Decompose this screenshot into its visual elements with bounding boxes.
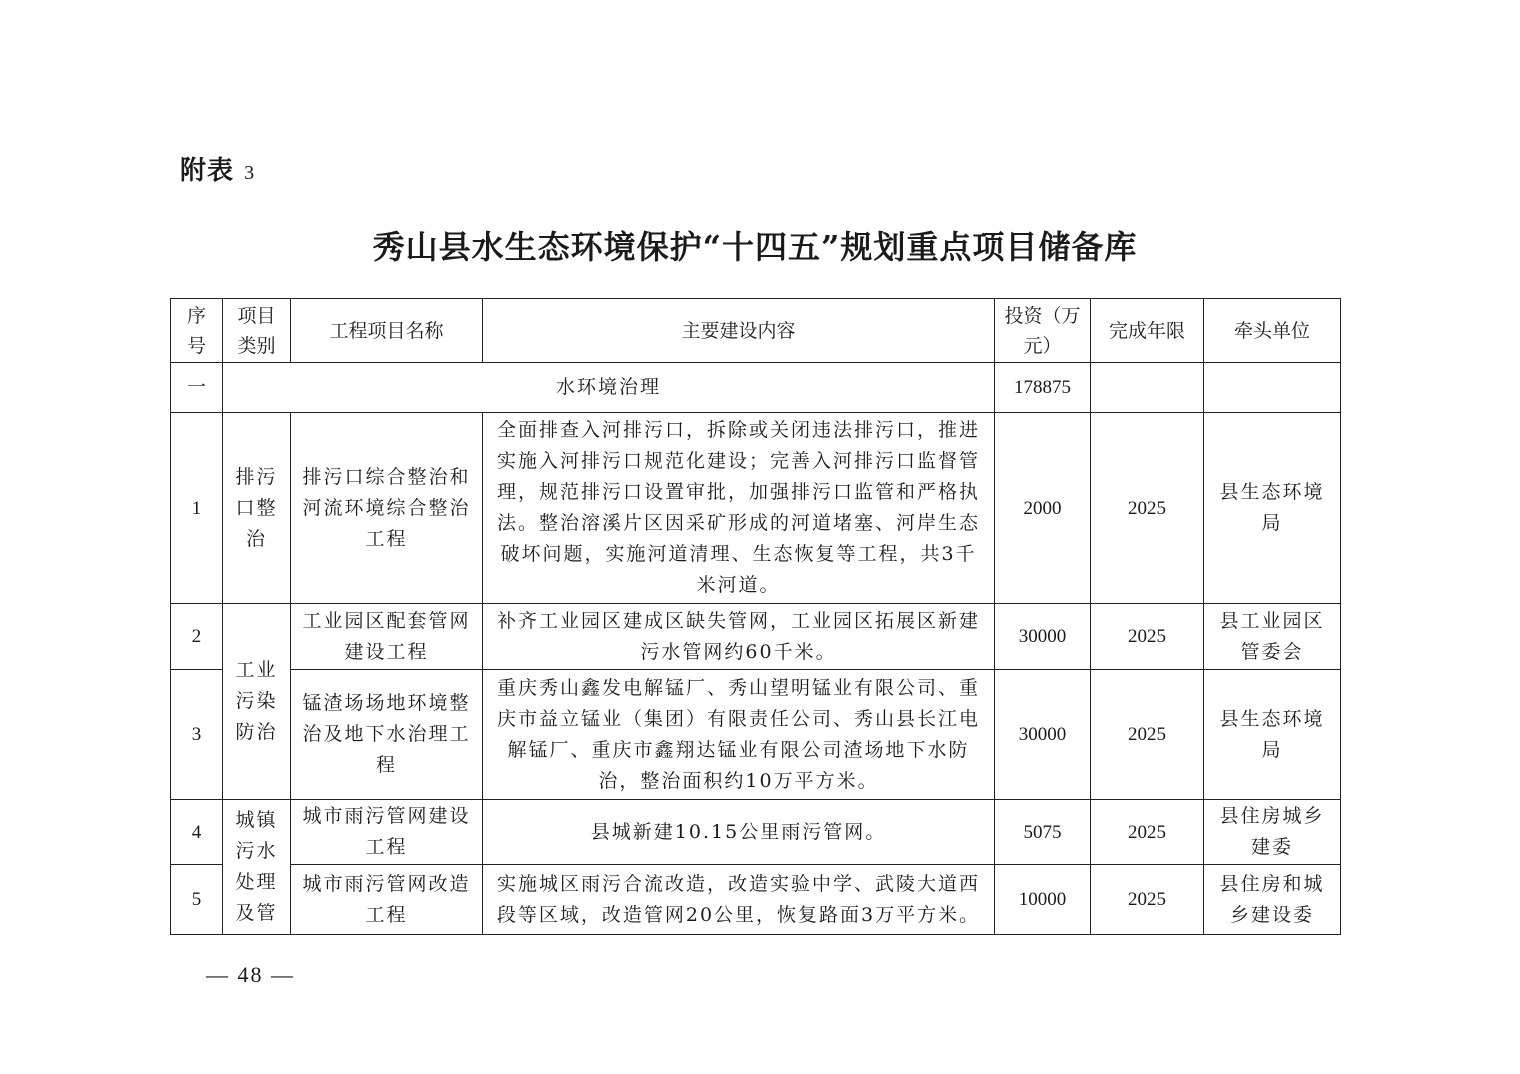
- row-category: 排污口整治: [223, 413, 291, 604]
- header-deadline: 完成年限: [1091, 299, 1204, 363]
- row-deadline: 2025: [1091, 413, 1204, 604]
- row-lead-unit: 县生态环境局: [1204, 670, 1341, 800]
- row-lead-unit: 县住房和城乡建设委: [1204, 865, 1341, 935]
- project-table: [170, 298, 1341, 935]
- row-content: 全面排查入河排污口，拆除或关闭违法排污口，推进实施入河排污口规范化建设；完善入河排污口监督管理，规范排污口设置审批，加强排污口监管和严格执法。整治溶溪片区因采矿形成的河道堵塞、河岸生态破坏问题，实施河道清理、生态恢复等工程，共3千米河道。: [483, 413, 995, 604]
- row-project-name: 城市雨污管网建设工程: [291, 800, 483, 865]
- row-seq: 2: [171, 604, 223, 670]
- row-investment: 30000: [995, 604, 1091, 670]
- row-project-name: 城市雨污管网改造工程: [291, 865, 483, 935]
- header-project-name: 工程项目名称: [291, 299, 483, 363]
- appendix-number: 3: [244, 162, 256, 184]
- row-seq: 5: [171, 865, 223, 935]
- row-deadline: 2025: [1091, 800, 1204, 865]
- table-row: [171, 413, 1341, 604]
- row-investment: 2000: [995, 413, 1091, 604]
- row-project-name: 锰渣场场地环境整治及地下水治理工程: [291, 670, 483, 800]
- appendix-label: [180, 150, 255, 187]
- row-deadline: 2025: [1091, 604, 1204, 670]
- section-label: 水环境治理: [223, 363, 995, 413]
- row-content: 重庆秀山鑫发电解锰厂、秀山望明锰业有限公司、重庆市益立锰业（集团）有限责任公司、秀山县长江电解锰厂、重庆市鑫翔达锰业有限公司渣场地下水防治，整治面积约10万平方米。: [483, 670, 995, 800]
- row-project-name: 排污口综合整治和河流环境综合整治工程: [291, 413, 483, 604]
- table-row: [171, 670, 1341, 800]
- row-deadline: 2025: [1091, 670, 1204, 800]
- row-seq: 1: [171, 413, 223, 604]
- row-project-name: 工业园区配套管网建设工程: [291, 604, 483, 670]
- document-title: 秀山县水生态环境保护“十四五”规划重点项目储备库: [372, 228, 1138, 266]
- row-investment: 30000: [995, 670, 1091, 800]
- row-lead-unit: 县住房城乡建委: [1204, 800, 1341, 865]
- header-category: 项目类别: [223, 299, 291, 363]
- header-investment: 投资（万元）: [995, 299, 1091, 363]
- header-seq: 序号: [171, 299, 223, 363]
- row-seq: 3: [171, 670, 223, 800]
- row-category: 城镇污水处理及管: [223, 800, 291, 935]
- header-lead-unit: 牵头单位: [1204, 299, 1341, 363]
- row-investment: 10000: [995, 865, 1091, 935]
- row-content: 实施城区雨污合流改造，改造实验中学、武陵大道西段等区域，改造管网20公里，恢复路面3万平方米。: [483, 865, 995, 935]
- page-number: — 48 —: [206, 962, 295, 987]
- row-lead-unit: 县工业园区管委会: [1204, 604, 1341, 670]
- section-deadline-empty: [1091, 363, 1204, 413]
- table-row: [171, 800, 1341, 865]
- header-row: [171, 299, 1341, 363]
- section-row: [171, 363, 1341, 413]
- section-investment: 178875: [995, 363, 1091, 413]
- section-unit-empty: [1204, 363, 1341, 413]
- row-deadline: 2025: [1091, 865, 1204, 935]
- section-number: 一: [171, 363, 223, 413]
- row-content: 补齐工业园区建成区缺失管网，工业园区拓展区新建污水管网约60千米。: [483, 604, 995, 670]
- row-category: 工业污染防治: [223, 604, 291, 800]
- header-main-content: 主要建设内容: [483, 299, 995, 363]
- table-row: [171, 865, 1341, 935]
- row-content: 县城新建10.15公里雨污管网。: [483, 800, 995, 865]
- row-seq: 4: [171, 800, 223, 865]
- appendix-label-text: 附表: [180, 156, 235, 186]
- table-row: [171, 604, 1341, 670]
- row-investment: 5075: [995, 800, 1091, 865]
- row-lead-unit: 县生态环境局: [1204, 413, 1341, 604]
